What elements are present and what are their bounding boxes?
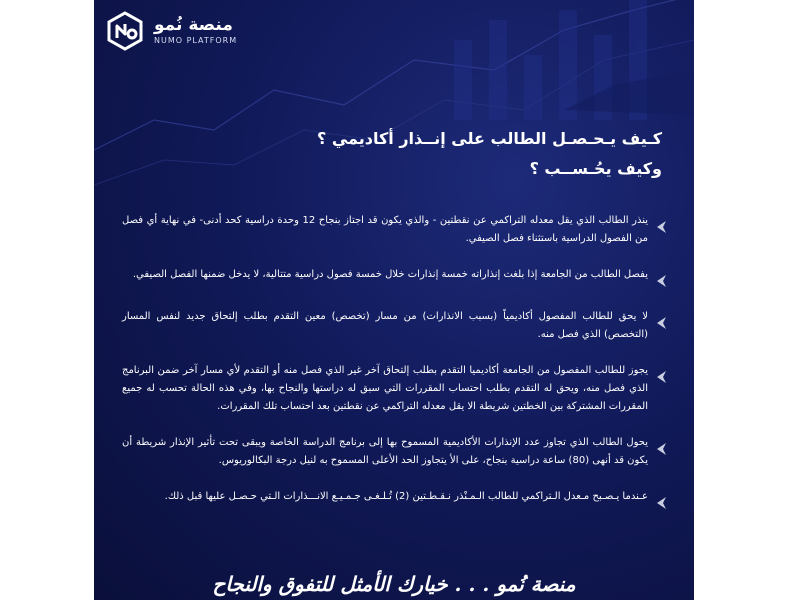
brand-text: [154, 15, 237, 47]
list-item: [122, 266, 670, 290]
chevron-left-icon: [652, 314, 670, 332]
list-item: [122, 308, 670, 344]
list-item: [122, 488, 670, 512]
title-line-2: وكيف يحُـســب ؟: [529, 159, 662, 178]
chevron-left-icon: [652, 368, 670, 386]
page-title: [142, 124, 662, 184]
rules-list: [122, 212, 670, 512]
chevron-left-icon: [652, 218, 670, 236]
footer-slogan: منصة نُمو . . . خيارك الأمثل للتفوق والنجاح: [212, 572, 576, 596]
chevron-left-icon: [652, 272, 670, 290]
brand-logo[interactable]: [104, 10, 237, 52]
numo-logo-icon: [104, 10, 146, 52]
list-item: [122, 434, 670, 470]
list-item-text: عـندما يـصـبح مـعدل الـتراكمي للطالب الـمـنْذر نـقـطـتين (2) تُـلـغـى جـمـيـع الانـــذارات الـتي حـصـل عليها قبل ذلك.: [164, 491, 648, 502]
brand-name-ar: منصة نُمو: [154, 15, 233, 35]
list-item-text: يفصل الطالب من الجامعة إذا بلغت إنذاراته خمسة إنذارات خلال خمسة فصول دراسية متتالية، لا يدخل ضمنها الفصل الصيفي.: [132, 269, 648, 280]
list-item-text: ينذر الطالب الذي يقل معدله التراكمي عن نقطتين - والذي يكون قد اجتاز بنجاح 12 وحدة دراسية كحد أدنى- في نهاية أي فصل من الفصول الدراسية باستثناء فصل الصيفي.: [122, 215, 648, 244]
poster: [94, 0, 694, 600]
list-item-text: لا يحق للطالب المفصول أكاديمياً (بسبب الانذارات) من مسار (تخصص) معين التقدم بطلب إلتحاق جديد لنفس المسار (التخصص) الذي فصل منه.: [122, 311, 648, 340]
list-item: [122, 362, 670, 416]
brand-name-en: NUMO PLATFORM: [154, 36, 238, 45]
list-item-text: يجوز للطالب المفصول من الجامعة أكاديميا التقدم بطلب إلتحاق آخر غير الذي فصل منه أو التقدم لأي مسار آخر ضمن البرنامج الذي فصل منه، ويحق له التقدم بطلب احتساب المقررات التي سبق له دراستها والنجاح بها، وفي هذه الحالة تحسب له جميع المقررات المشتركة بين الخطتين شريطة الا يقل معدله التراكمي عن نقطتين بعد احتساب تلك المقررات.: [122, 365, 648, 412]
list-item: [122, 212, 670, 248]
list-item-text: يحول الطالب الذي تجاوز عدد الإنذارات الأكاديمية المسموح بها إلى برنامج الدراسة الخاصة ويبقى تحت تأثير الإنذار شريطة أن يكون قد أنهى (80) ساعة دراسية بنجاح، على الأ يتجاوز الحد الأعلى المسموح به لنيل درجة البكالوريوس.: [122, 437, 648, 466]
title-line-1: كـيف يـحـصـل الطالب على إنــذار أكاديمي ؟: [316, 129, 662, 148]
chevron-left-icon: [652, 494, 670, 512]
chevron-left-icon: [652, 440, 670, 458]
